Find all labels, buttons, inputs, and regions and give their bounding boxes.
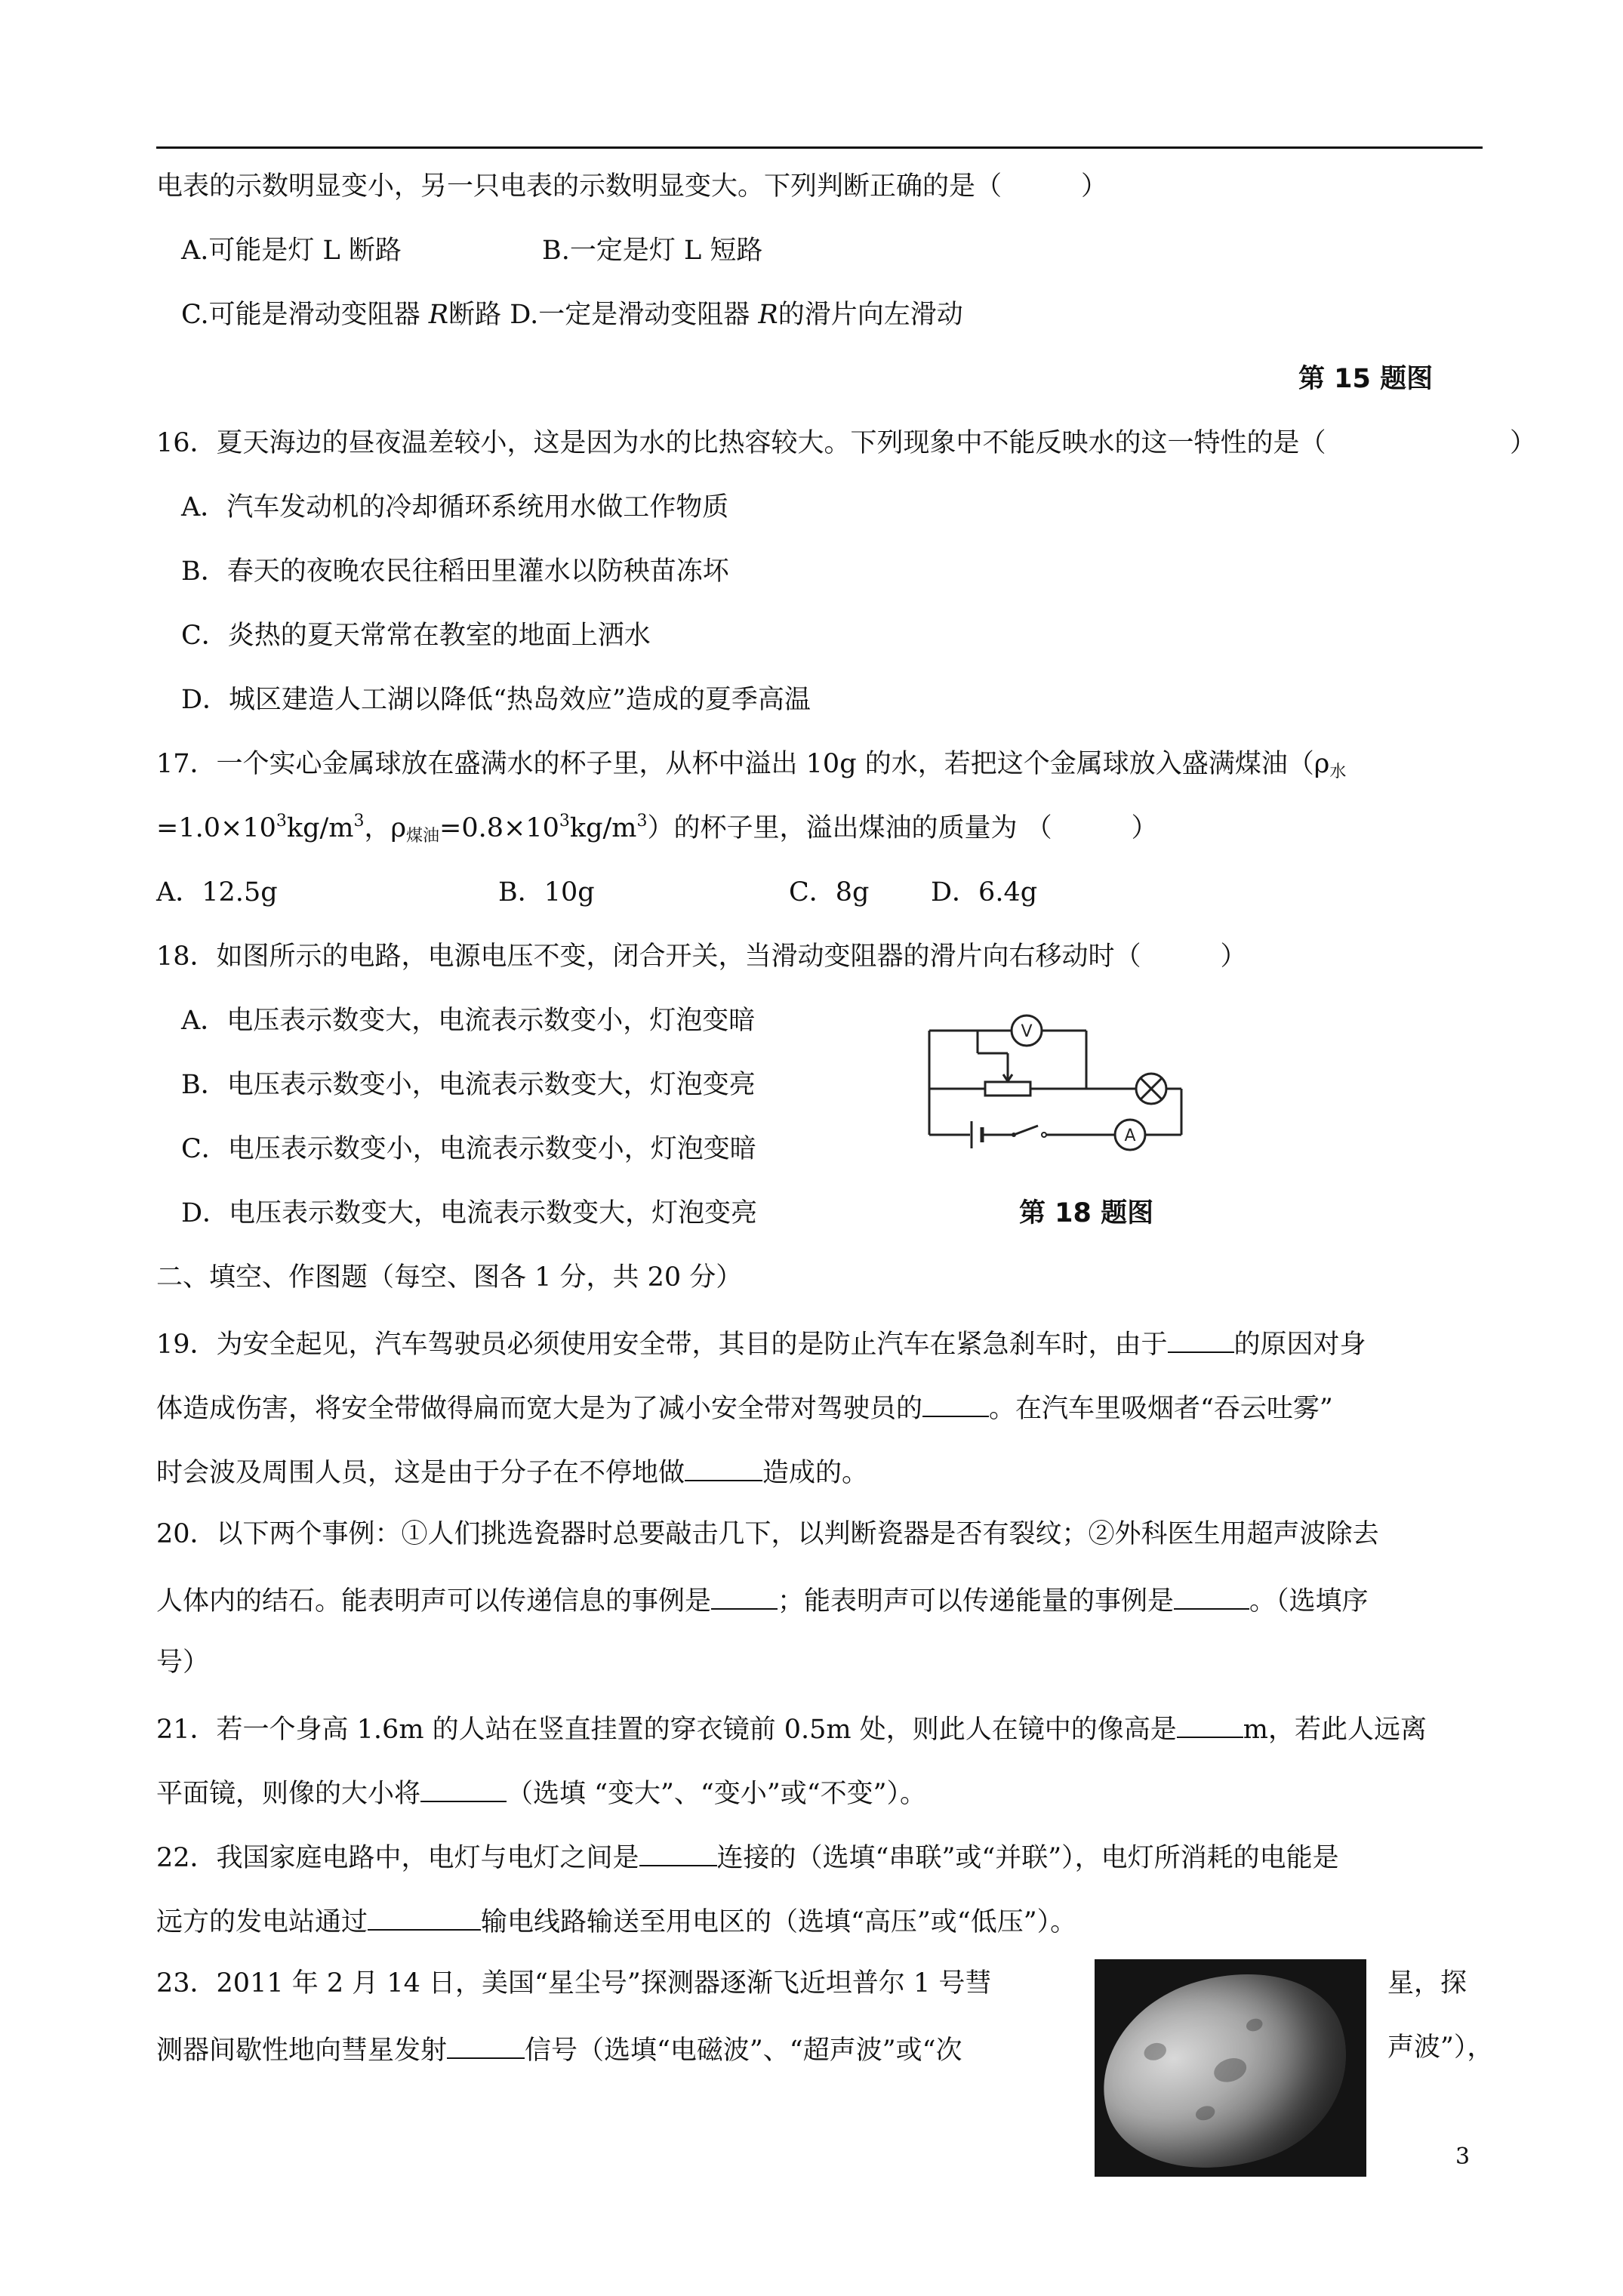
crater [1245,2017,1264,2033]
answer-blank[interactable] [1174,1586,1249,1610]
q15-option-d-tail: 的滑片向左滑动 [778,300,963,330]
q16-option-a: A．汽车发动机的冷却循环系统用水做工作物质 [181,492,729,522]
switch-pivot-icon [1012,1133,1016,1137]
q19-text: 体造成伤害，将安全带做得扁而宽大是为了减小安全带对驾驶员的 [156,1394,923,1424]
q15-option-b: B.一定是灯 L 短路 [542,236,763,266]
crater [1194,2103,1217,2122]
q16-stem: 16．夏天海边的昼夜温差较小，这是因为水的比热容较大。下列现象中不能反映水的这一特性的是（ [156,428,1326,458]
q15-option-c-variable: R [428,300,449,330]
answer-blank[interactable] [685,1457,762,1481]
q17-densities [156,812,1158,846]
q17-water-density: =1.0×10 [156,813,276,843]
answer-blank[interactable] [420,1778,507,1802]
q21-text: m，若此人远离 [1243,1715,1427,1745]
q18-figure-caption: 第 18 题图 [1019,1198,1154,1228]
crater [1142,2040,1169,2063]
q17-unit: kg/m [286,813,354,843]
q20-line-1: 20．以下两个事例：①人们挑选瓷器时总要敲击几下，以判断瓷器是否有裂纹；②外科医生用超声波除去 [156,1519,1379,1549]
q21-line-1 [156,1714,1427,1743]
crater [1211,2054,1249,2086]
q23-line-1-left: 23．2011 年 2 月 14 日，美国“星尘号”探测器逐渐飞近坦普尔 1 号彗 [156,1968,992,1999]
q23-text: 测器间歇性地向彗星发射 [156,2036,448,2066]
q18-option-b: B．电压表示数变小，电流表示数变大，灯泡变亮 [181,1070,756,1100]
q23-line-1-right: 星，探 [1387,1968,1467,1999]
q16-stem-close: ） [1510,428,1537,458]
switch-contact-icon [1042,1133,1046,1137]
q15-options-cd [181,302,963,328]
q21-text: 21．若一个身高 1.6m 的人站在竖直挂置的穿衣镜前 0.5m 处，则此人在镜中的像高是 [156,1715,1177,1745]
q22-text: 输电线路输送至用电区的（选填“高压”或“低压”）。 [481,1907,1077,1937]
q19-text: 时会波及周围人员，这是由于分子在不停地做 [156,1458,685,1488]
q20-line-2 [156,1586,1369,1615]
q17-stem-text: 17．一个实心金属球放在盛满水的杯子里，从杯中溢出 10g 的水，若把这个金属球放入盛满煤油（ρ [156,749,1330,779]
q15-option-d-text: 断路 D.一定是滑动变阻器 [448,300,759,330]
answer-blank[interactable] [922,1393,989,1417]
q22-text: 远方的发电站通过 [156,1907,368,1937]
q17-oil-density: =0.8×10 [439,813,559,843]
q18-option-c: C．电压表示数变小，电流表示数变小，灯泡变暗 [181,1134,756,1164]
comet-nucleus [1095,1959,1366,2177]
q17-option-d: D．6.4g [931,877,1038,908]
q22-line-1 [156,1842,1339,1872]
ammeter-label: A [1124,1126,1136,1145]
page-number: 3 [1455,2143,1471,2170]
q17-exponent: 3 [636,812,648,831]
q19-text: 19．为安全起见，汽车驾驶员必须使用安全带，其目的是防止汽车在紧急刹车时，由于 [156,1330,1168,1360]
q15-figure-caption: 第 15 题图 [1298,364,1434,394]
q19-line-1 [156,1329,1366,1358]
q22-text: 22．我国家庭电路中，电灯与电灯之间是 [156,1843,639,1873]
q15-option-c-text: C.可能是滑动变阻器 [181,300,429,330]
q18-circuit-diagram [917,1008,1189,1174]
section-2-heading: 二、填空、作图题（每空、图各 1 分，共 20 分） [156,1262,743,1293]
q17-exponent: 3 [276,812,287,831]
q22-line-2 [156,1906,1076,1936]
q19-text: 造成的。 [762,1458,869,1488]
q17-exponent: 3 [353,812,365,831]
q15-option-d-variable: R [758,300,778,330]
answer-blank[interactable] [368,1906,481,1931]
q17-rho-water-subscript: 水 [1329,763,1347,781]
q17-option-b: B．10g [498,877,595,908]
q18-stem: 18．如图所示的电路，电源电压不变，闭合开关，当滑动变阻器的滑片向右移动时（ ） [156,942,1247,972]
header-rule [156,146,1483,149]
q17-option-c: C．8g [789,877,870,908]
q23-line-2-left [156,2035,962,2064]
q15-stem-tail: 电表的示数明显变小，另一只电表的示数明显变大。下列判断正确的是（ ） [156,171,1108,202]
q17-stem-tail: ）的杯子里，溢出煤油的质量为 （ ） [647,813,1158,843]
voltmeter-label: V [1021,1022,1033,1041]
q17-rho-oil: ，ρ [364,813,407,843]
answer-blank[interactable] [639,1842,717,1866]
answer-blank[interactable] [447,2035,525,2059]
q21-line-2 [156,1778,926,1808]
q19-text: 。在汽车里吸烟者“吞云吐雾” [989,1394,1333,1424]
q18-option-d: D．电压表示数变大，电流表示数变大，灯泡变亮 [181,1198,758,1228]
q20-text: 。（选填序 [1249,1586,1369,1616]
answer-blank[interactable] [711,1586,778,1610]
answer-blank[interactable] [1177,1714,1243,1738]
q20-line-3: 号） [156,1647,210,1678]
q17-unit: kg/m [569,813,637,843]
q17-stem [156,749,1347,781]
q22-text: 连接的（选填“串联”或“并联”），电灯所消耗的电能是 [716,1843,1339,1873]
q23-text: 信号（选填“电磁波”、“超声波”或“次 [525,2036,962,2066]
q19-line-2 [156,1393,1333,1422]
q18-option-a: A．电压表示数变大，电流表示数变小，灯泡变暗 [181,1006,756,1036]
q16-option-c: C．炎热的夏天常常在教室的地面上洒水 [181,621,651,651]
q17-option-a: A．12.5g [156,877,278,908]
q21-text: （选填 “变大”、“变小”或“不变”）。 [507,1779,927,1809]
q16-option-b: B．春天的夜晚农民往稻田里灌水以防秧苗冻坏 [181,556,729,587]
q16-option-d: D．城区建造人工湖以降低“热岛效应”造成的夏季高温 [181,685,811,715]
q17-exponent: 3 [559,812,570,831]
q20-text: ；能表明声可以传递能量的事例是 [778,1586,1175,1616]
q19-line-3 [156,1457,868,1487]
q20-text: 人体内的结石。能表明声可以传递信息的事例是 [156,1586,712,1616]
comet-photo [1095,1959,1366,2177]
q21-text: 平面镜，则像的大小将 [156,1779,421,1809]
answer-blank[interactable] [1168,1329,1234,1353]
q23-line-2-right: 声波”）， [1387,2032,1494,2063]
q17-rho-oil-subscript: 煤油 [406,827,440,846]
q19-text: 的原因对身 [1233,1330,1366,1360]
q15-option-a: A.可能是灯 L 断路 [181,236,402,266]
